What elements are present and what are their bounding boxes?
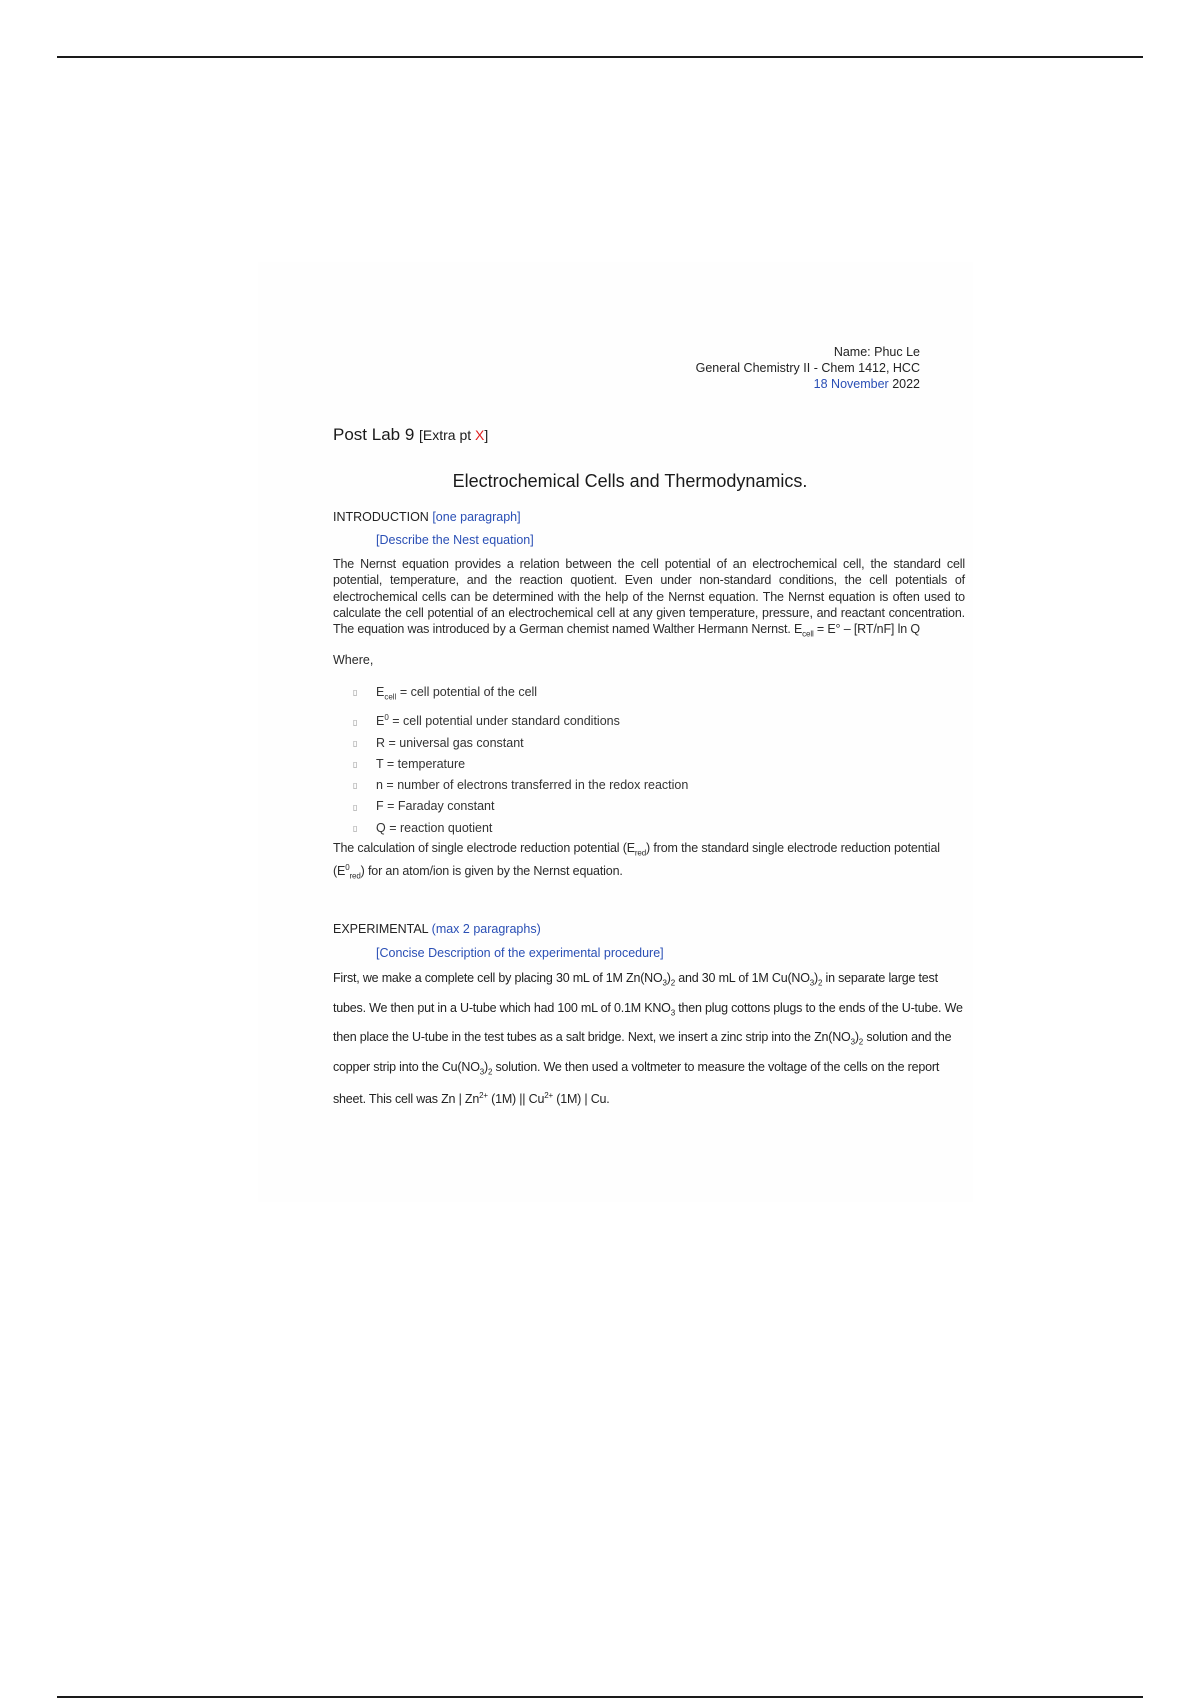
bottom-rule bbox=[57, 1696, 1143, 1698]
equation-rest: = E° – [RT/nF] ln Q bbox=[813, 622, 920, 637]
introduction-heading bbox=[333, 510, 965, 524]
variable-description: = temperature bbox=[383, 757, 466, 772]
closing-sub2: red bbox=[349, 872, 361, 882]
exp-t7: ) bbox=[854, 1030, 859, 1045]
report-date bbox=[333, 376, 920, 392]
variable-description: = reaction quotient bbox=[385, 820, 493, 835]
variable-symbol: F bbox=[376, 799, 384, 814]
closing-a: The calculation of single electrode reduction potential (E bbox=[333, 840, 635, 855]
variable-symbol: Q bbox=[376, 820, 386, 835]
exp-s5: 3 bbox=[670, 1008, 675, 1018]
bullet-icon: ▯ bbox=[353, 823, 358, 833]
bullet-icon: ▯ bbox=[353, 688, 358, 698]
bullet-icon: ▯ bbox=[353, 802, 358, 812]
variable-item bbox=[353, 818, 965, 839]
post-lab-title: Post Lab 9 bbox=[333, 425, 415, 444]
document-content bbox=[333, 344, 965, 1111]
exp-s3: 3 bbox=[809, 978, 815, 988]
exp-s2: 2 bbox=[670, 978, 675, 988]
exp-t9: ) bbox=[484, 1059, 488, 1074]
exp-u11: 2+ bbox=[544, 1091, 553, 1101]
introduction-paragraph bbox=[333, 556, 965, 643]
extra-suffix: ] bbox=[484, 427, 489, 443]
variable-sup: 0 bbox=[384, 713, 389, 723]
exp-t4: ) bbox=[814, 971, 818, 986]
bullet-icon: ▯ bbox=[353, 760, 358, 770]
variable-description: = Faraday constant bbox=[383, 799, 495, 814]
exp-t2: ) bbox=[666, 971, 671, 986]
equation-symbol: E bbox=[793, 622, 803, 637]
bullet-icon: ▯ bbox=[353, 739, 358, 749]
experimental-paragraph bbox=[333, 966, 965, 1111]
document-title: Electrochemical Cells and Thermodynamics. bbox=[452, 471, 808, 491]
extra-prefix: [Extra pt bbox=[419, 427, 476, 443]
where-label: Where, bbox=[333, 652, 374, 667]
variable-description: = cell potential under standard conditions bbox=[388, 714, 620, 729]
exp-s9: 2 bbox=[487, 1067, 493, 1077]
variable-symbol: n bbox=[376, 778, 383, 793]
variable-symbol: E bbox=[376, 684, 385, 699]
date-year: 2022 bbox=[888, 377, 920, 391]
introduction-note: [one paragraph] bbox=[432, 510, 521, 524]
closing-b: ) from the standard single electrode reduction potential (E bbox=[333, 840, 940, 879]
variable-symbol: R bbox=[376, 735, 386, 750]
course-name: General Chemistry II - Chem 1412, HCC bbox=[695, 361, 920, 375]
variable-item bbox=[353, 754, 965, 775]
closing-c: ) for an atom/ion is given by the Nernst equation. bbox=[360, 864, 623, 879]
exp-t3: and 30 mL of 1M Cu(NO bbox=[675, 971, 810, 986]
bullet-icon: ▯ bbox=[353, 717, 358, 727]
exp-t5: in separate large test tubes. We then put in a U-tube which had 100 mL of 0.1M KNO bbox=[333, 971, 938, 1015]
variable-description: = universal gas constant bbox=[385, 735, 524, 750]
variable-description: = cell potential of the cell bbox=[396, 684, 538, 699]
exp-t10: solution. We then used a voltmeter to measure the voltage of the cells on the report sheet. This cell was Zn | Zn bbox=[333, 1059, 940, 1107]
extra-point-note bbox=[419, 427, 488, 443]
exp-t11: (1M) || Cu bbox=[487, 1092, 545, 1107]
reduction-potential-paragraph bbox=[333, 841, 965, 884]
exp-t6: then plug cottons plugs to the ends of the U-tube. We then place the U-tube in the test tubes as a salt bridge. Next, we insert a zinc strip into the Zn(NO bbox=[333, 1000, 963, 1045]
exp-s4: 2 bbox=[818, 978, 823, 988]
exp-t8: solution and the copper strip into the Cu(NO bbox=[333, 1030, 952, 1074]
nernst-equation bbox=[793, 622, 920, 639]
variable-item bbox=[353, 682, 965, 708]
extra-mark: X bbox=[475, 427, 485, 443]
introduction-prompt: [Describe the Nest equation] bbox=[376, 533, 534, 547]
exp-u10: 2+ bbox=[479, 1091, 488, 1101]
exp-s7: 2 bbox=[858, 1037, 864, 1047]
variable-symbol: E bbox=[376, 714, 385, 729]
post-lab-heading bbox=[333, 425, 965, 445]
top-rule bbox=[57, 56, 1143, 58]
author-name: Name: Phuc Le bbox=[833, 345, 920, 359]
bullet-icon: ▯ bbox=[353, 781, 358, 791]
exp-t1: First, we make a complete cell by placing 30 mL of 1M Zn(NO bbox=[333, 971, 663, 986]
exp-s8: 3 bbox=[479, 1067, 484, 1077]
variable-sub: cell bbox=[384, 692, 397, 702]
variable-item bbox=[353, 775, 965, 796]
variable-list bbox=[333, 682, 965, 839]
closing-sub1: red bbox=[634, 848, 647, 858]
variable-item bbox=[353, 707, 965, 732]
variable-description: = number of electrons transferred in the redox reaction bbox=[382, 778, 689, 793]
experimental-prompt: [Concise Description of the experimental procedure] bbox=[376, 946, 664, 961]
variable-item bbox=[353, 733, 965, 754]
introduction-label: INTRODUCTION bbox=[333, 510, 429, 524]
experimental-note: (max 2 paragraphs) bbox=[431, 922, 541, 937]
closing-sup2: 0 bbox=[345, 863, 350, 873]
experimental-label: EXPERIMENTAL bbox=[333, 922, 429, 937]
introduction-text: The Nernst equation provides a relation between the cell potential of an electrochemical cell, the standard cell potential, temperature, and the reaction quotient. Even under non-standard conditions, the cell potentials of electrochemical cells can be determined with the help of the Nernst equation. The Nernst equation is often used to calculate the cell potential of an electrochemical cell at any given temperature, pressure, and reactant concentration. The equation was introduced by a German chemist named Walther Hermann Nernst. bbox=[333, 557, 965, 637]
variable-symbol: T bbox=[376, 757, 384, 772]
exp-t12: (1M) | Cu. bbox=[552, 1092, 610, 1107]
date-day-month: 18 November bbox=[813, 377, 889, 391]
exp-s1: 3 bbox=[662, 978, 667, 988]
experimental-heading bbox=[333, 922, 965, 936]
variable-item bbox=[353, 796, 965, 817]
equation-sub: cell bbox=[802, 629, 814, 639]
author-header bbox=[333, 344, 920, 392]
exp-s6: 3 bbox=[850, 1037, 855, 1047]
